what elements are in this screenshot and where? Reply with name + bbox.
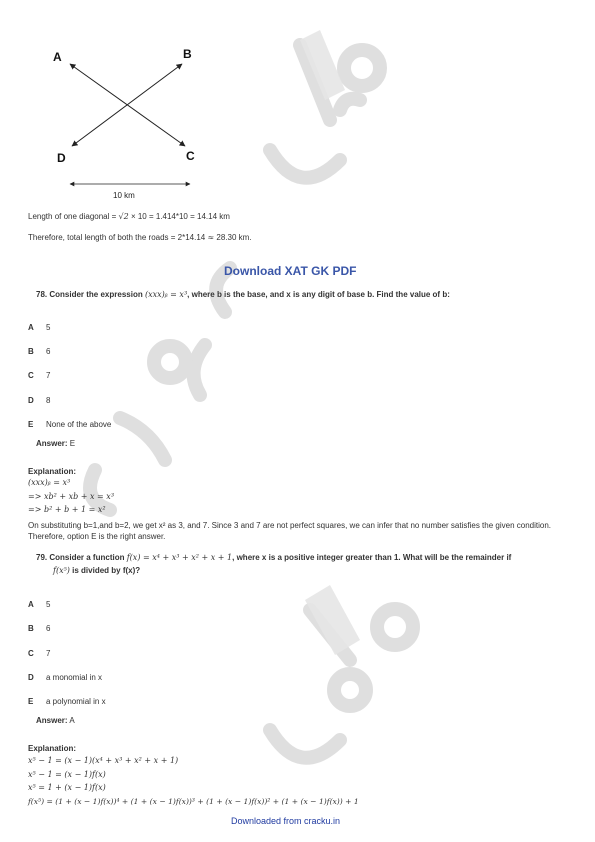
q78-exp-line-2: => xb² + xb + x = x³ [28,492,115,501]
q78-option-b[interactable]: 6 [46,347,51,356]
q79-option-a[interactable]: 5 [46,600,51,609]
q79-exp-line-4: f(x⁵) = (1 + (x − 1)f(x))⁴ + (1 + (x − 1)f(x))³ + (1 + (x − 1)f(x))² + (1 + (x − 1)f(x)) + 1 [28,797,359,806]
footer-download-link[interactable]: Downloaded from cracku.in [231,816,341,826]
q78-exp-line-3: => b² + b + 1 = x² [28,505,106,514]
q79-answer: Answer: A [36,716,75,725]
q78-answer: Answer: E [36,439,76,448]
q78-exp-text: On substituting b=1,and b=2, we get x² as 3, and 7. Since 3 and 7 are not perfect squares, we can infer that no number satisfies the given condition. Therefore, option E is the right answer. [28,521,551,541]
q78-option-c[interactable]: 7 [46,371,51,380]
q79-option-c-letter: C [28,649,34,658]
q79-option-e[interactable]: a polynomial in x [46,697,106,706]
q79-option-d-letter: D [28,673,34,682]
q78-option-c-letter: C [28,371,34,380]
q79-exp-line-3: x⁵ = 1 + (x − 1)f(x) [28,783,106,792]
q79-option-c[interactable]: 7 [46,649,51,658]
q78-option-a[interactable]: 5 [46,323,51,332]
diagonal-bd [72,64,182,146]
q78-text: 78. Consider the expression (xxx)ᵦ = x³, where b is the base, and x is any digit of base b. Find the value of b: [36,290,450,299]
q78-option-a-letter: A [28,323,34,332]
label-a: A [53,50,62,64]
q79-exp-line-2: x⁵ − 1 = (x − 1)f(x) [28,770,106,779]
roads-diagram [50,42,210,202]
distance-label: 10 km [113,191,135,200]
q79-option-d[interactable]: a monomial in x [46,673,103,682]
q79-option-a-letter: A [28,600,34,609]
q79-option-b-letter: B [28,624,34,633]
total-length-line: Therefore, total length of both the roads = 2*14.14 ≈ 28.30 km. [28,233,252,242]
q78-exp-line-1: (xxx)ᵦ = x³ [28,478,71,487]
q79-exp-line-1: x⁵ − 1 = (x − 1)(x⁴ + x³ + x² + x + 1) [28,756,179,765]
q78-option-b-letter: B [28,347,34,356]
q78-option-e[interactable]: None of the above [46,420,112,429]
q79-option-e-letter: E [28,697,34,706]
sqrt-2: √2 [118,212,129,221]
q78-explanation-label: Explanation: [28,467,77,476]
label-b: B [183,47,192,61]
q78-option-d[interactable]: 8 [46,396,51,405]
diagonal-length-line: Length of one diagonal = √2 × 10 = 1.414*10 = 14.14 km [28,212,230,221]
q78-option-e-letter: E [28,420,34,429]
q79-option-b[interactable]: 6 [46,624,51,633]
label-d: D [57,151,66,165]
label-c: C [186,149,195,163]
q79-explanation-label: Explanation: [28,744,77,753]
q79-text-line2: f(x⁵) is divided by f(x)? [53,566,141,575]
q78-option-d-letter: D [28,396,34,405]
q79-text: 79. Consider a function f(x) = x⁴ + x³ + x² + x + 1, where x is a positive integer greater than 1. What will be the remainder if [36,553,512,562]
download-xat-gk-link[interactable]: Download XAT GK PDF [224,264,357,278]
